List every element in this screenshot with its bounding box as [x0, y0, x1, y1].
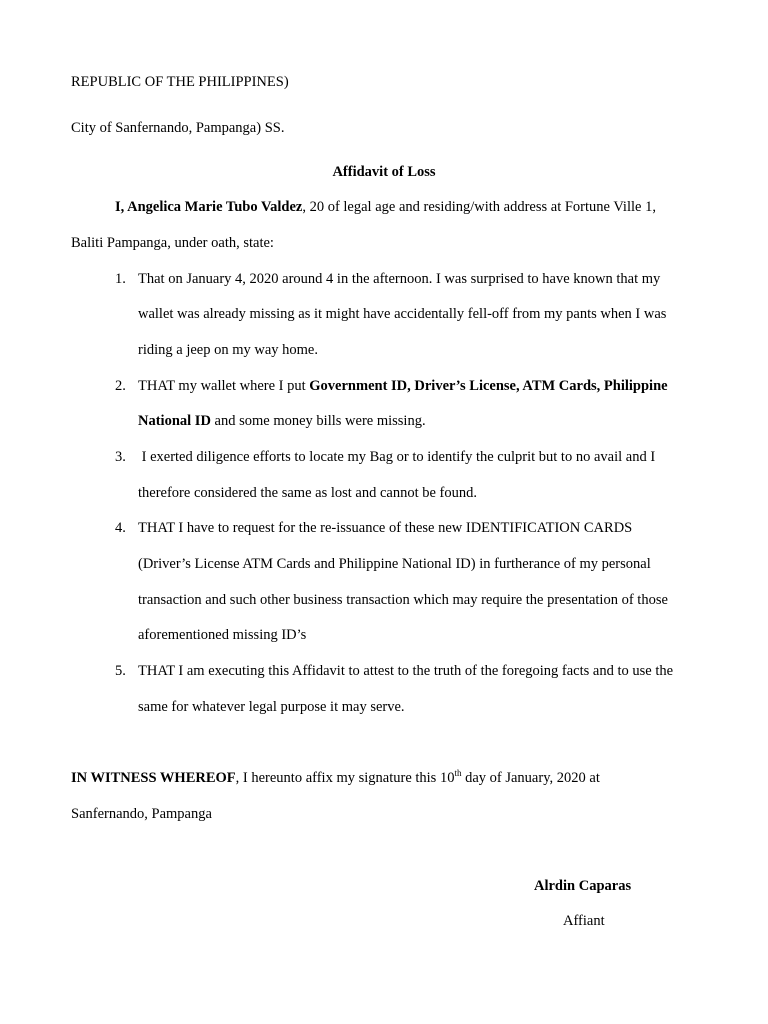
list-item-line: That on January 4, 2020 around 4 in the afternoon. I was surprised to have known that my	[138, 271, 661, 287]
list-item-number: 3.	[115, 449, 126, 465]
witness-heading: IN WITNESS WHEREOF	[71, 770, 236, 786]
list-item-line: transaction and such other business transaction which may require the presentation of those	[138, 592, 668, 608]
list-item-line: aforementioned missing ID’s	[138, 627, 307, 643]
intro-lead: I,	[115, 199, 128, 215]
list-item-bold-text: National ID	[138, 413, 211, 429]
document-title-text: Affidavit of Loss	[332, 164, 436, 180]
witness-line-1	[71, 769, 600, 787]
witness-text: , I hereunto affix my signature this 10	[235, 770, 455, 786]
list-item-number: 1.	[115, 271, 126, 287]
header-city: City of Sanfernando, Pampanga) SS.	[71, 120, 285, 136]
intro-rest: , 20 of legal age and residing/with address at Fortune Ville 1,	[302, 199, 656, 215]
list-item-number: 5.	[115, 663, 126, 679]
list-item-text: and some money bills were missing.	[210, 413, 426, 429]
list-item-line: (Driver’s License ATM Cards and Philippine National ID) in furtherance of my personal	[138, 556, 651, 572]
list-item-text: THAT my wallet where I put	[138, 378, 310, 394]
witness-line-2: Sanfernando, Pampanga	[71, 806, 212, 822]
list-item-number: 2.	[115, 378, 126, 394]
intro-line-1	[115, 198, 656, 216]
witness-text-end: day of January, 2020 at	[461, 770, 600, 786]
list-item-line: same for whatever legal purpose it may serve.	[138, 699, 405, 715]
intro-line-2: Baliti Pampanga, under oath, state:	[71, 235, 274, 251]
signature-name	[534, 877, 631, 895]
header-republic: REPUBLIC OF THE PHILIPPINES)	[71, 74, 289, 90]
list-item-line: THAT I am executing this Affidavit to attest to the truth of the foregoing facts and to use the	[138, 663, 674, 679]
list-item-number: 4.	[115, 520, 126, 536]
list-item-line: I exerted diligence efforts to locate my Bag or to identify the culprit but to no avail and I	[138, 449, 656, 465]
list-item-line	[138, 412, 426, 430]
list-item-line: THAT I have to request for the re-issuance of these new IDENTIFICATION CARDS	[138, 520, 633, 536]
list-item-bold-text: Government ID, Driver’s License, ATM Cards, Philippine	[309, 378, 668, 394]
list-item-line: riding a jeep on my way home.	[138, 342, 318, 358]
document-title	[0, 163, 768, 181]
witness-ordinal: th	[454, 768, 462, 778]
signature-name-text: Alrdin Caparas	[534, 878, 632, 894]
affiant-name-inline: Angelica Marie Tubo Valdez	[127, 199, 303, 215]
list-item-line	[138, 377, 668, 395]
list-item-line: wallet was already missing as it might have accidentally fell-off from my pants when I was	[138, 306, 667, 322]
list-item-line: therefore considered the same as lost and cannot be found.	[138, 485, 478, 501]
signature-role: Affiant	[563, 913, 605, 929]
